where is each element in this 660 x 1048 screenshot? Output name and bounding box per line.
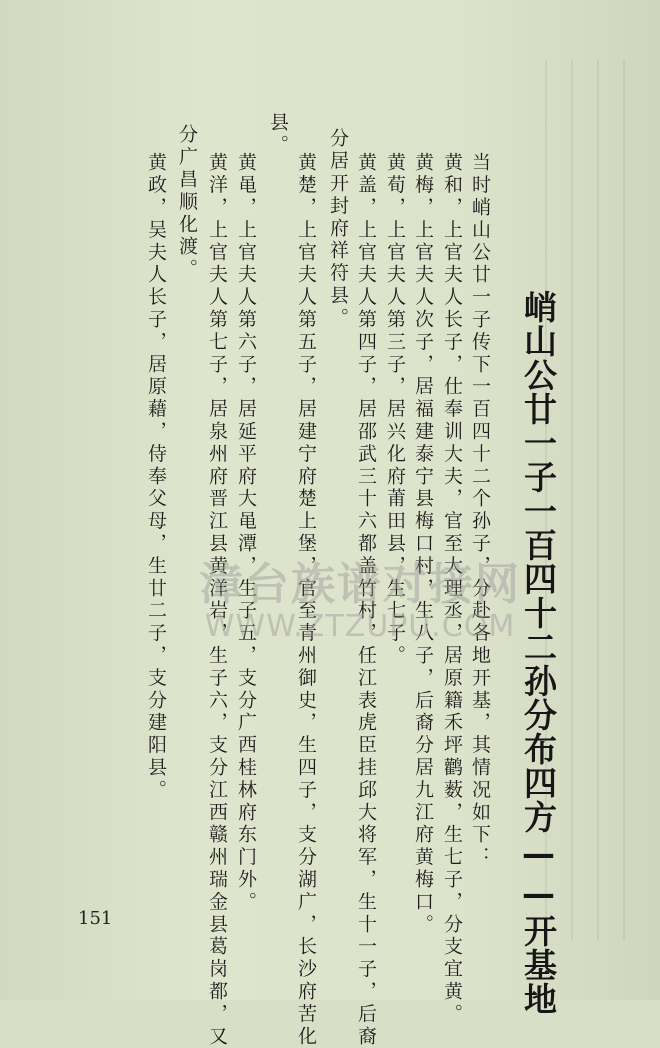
- text-column-huang-chu: 黄楚，上官夫人第五子，居建宁府楚上堡，官至青州御史，生四子，支分湖广，长沙府苦化: [295, 152, 317, 1048]
- text-column-intro: 当时峭山公廿一子传下一百四十二个孙子，分赴各地开基，其情况如下：: [469, 152, 491, 869]
- text-column-huang-yang: 黄洋，上官夫人第七子，居泉州府晋江县黄洋岩，生子六，支分江西赣州瑞金县葛岗都，又: [206, 152, 228, 1048]
- watermark-url: WWW.ZTZUPU.COM: [204, 609, 516, 644]
- text-column-huang-chu-cont: 县。: [267, 112, 289, 157]
- watermark-text: 漳台族谱对接网: [199, 559, 521, 610]
- text-column-huang-mei: 黄梅，上官夫人次子，居福建泰宁县梅口村，生八子，后裔分居九江府黄梅口。: [412, 152, 434, 936]
- page-number: 151: [78, 908, 113, 929]
- text-column-huang-he: 黄和，上官夫人长子，仕奉训大夫，官至大理丞，居原籍禾坪鹳薮，生七子，分支宜黄。: [441, 152, 463, 1026]
- text-column-huang-yang-cont: 分广昌顺化渡。: [176, 124, 198, 281]
- text-column-huang-min: 黄黾，上官夫人第六子，居延平府大黾潭，生子五，支分广西桂林府东门外。: [235, 152, 257, 914]
- bleed-through-shadow: [545, 60, 645, 940]
- text-column-huang-xun: 黄荀，上官夫人第三子，居兴化府莆田县，生七子。: [384, 152, 406, 668]
- page-title: 峭山公廿一子一百四十二孙分布四方——开基地: [519, 290, 558, 1016]
- text-column-huang-gai: 黄盖，上官夫人第四子，居邵武三十六都盖竹村，任江表虎臣挂邱大将军，生十一子，后裔: [355, 152, 377, 1048]
- text-column-huang-gai-cont: 分居开封府祥符县。: [327, 128, 349, 330]
- text-column-huang-zheng: 黄政，吴夫人长子，居原藉，侍奉父母，生廿二子，支分建阳县。: [145, 152, 167, 802]
